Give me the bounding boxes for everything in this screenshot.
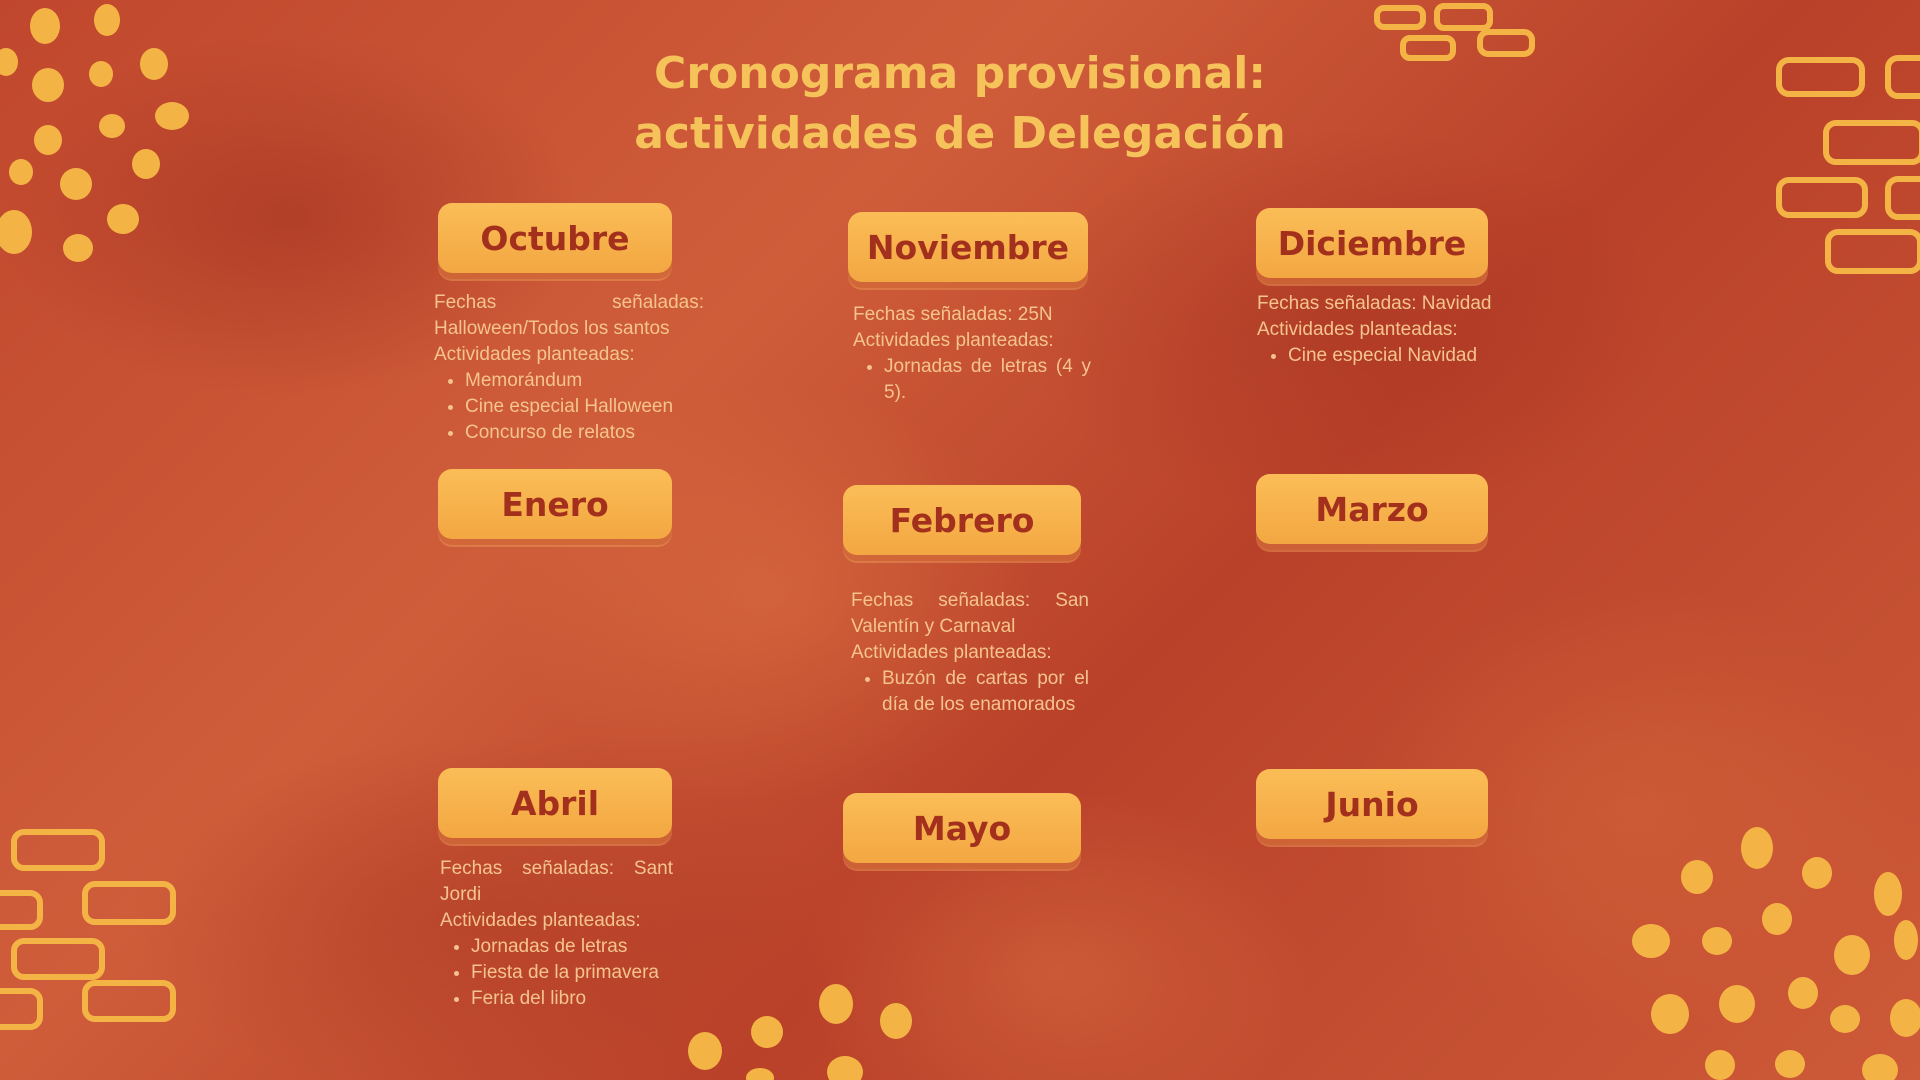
activity-item: • Fiesta de la primavera	[471, 960, 673, 986]
month-tag-abril: Abril	[438, 768, 672, 838]
activity-list-febrero	[851, 666, 1089, 718]
month-tag-noviembre: Noviembre	[848, 212, 1088, 282]
dot-cluster-top-left	[0, 4, 189, 262]
actividades-label-octubre: Actividades planteadas:	[434, 344, 635, 365]
fechas-octubre: Fechas señaladas: Halloween/Todos los santos	[434, 292, 704, 339]
month-description-octubre	[434, 290, 704, 446]
activity-list-octubre	[434, 368, 704, 446]
activity-item: • Buzón de cartas por el día de los enamorados	[882, 666, 1089, 718]
dot-cluster-bottom-right	[1632, 827, 1920, 1080]
activity-list-diciembre	[1257, 343, 1527, 369]
month-tag-octubre: Octubre	[438, 203, 672, 273]
month-tag-enero: Enero	[438, 469, 672, 539]
page-title	[560, 44, 1360, 164]
page-title-line-1: Cronograma provisional:	[654, 48, 1266, 99]
activity-list-noviembre	[853, 354, 1091, 406]
activity-item: • Memorándum	[465, 368, 704, 394]
activity-item: • Cine especial Halloween	[465, 394, 704, 420]
actividades-label-diciembre: Actividades planteadas:	[1257, 319, 1458, 340]
month-description-febrero	[851, 588, 1089, 718]
actividades-label-febrero: Actividades planteadas:	[851, 642, 1052, 663]
month-tag-marzo: Marzo	[1256, 474, 1488, 544]
activity-item: • Feria del libro	[471, 986, 673, 1012]
month-tag-diciembre: Diciembre	[1256, 208, 1488, 278]
actividades-label-abril: Actividades planteadas:	[440, 910, 641, 931]
month-tag-junio: Junio	[1256, 769, 1488, 839]
fechas-diciembre: Fechas señaladas: Navidad	[1257, 293, 1492, 314]
activity-item: • Jornadas de letras	[471, 934, 673, 960]
actividades-label-noviembre: Actividades planteadas:	[853, 330, 1054, 351]
activity-list-abril	[440, 934, 673, 1012]
brick-outlines-bottom-left	[0, 832, 173, 1027]
fechas-febrero: Fechas señaladas: San Valentín y Carnaval	[851, 590, 1089, 637]
page-title-line-2: actividades de Delegación	[634, 108, 1286, 159]
dot-cluster-bottom-center	[688, 984, 912, 1080]
month-tag-febrero: Febrero	[843, 485, 1081, 555]
activity-item: • Cine especial Navidad	[1288, 343, 1527, 369]
activity-item: • Concurso de relatos	[465, 420, 704, 446]
month-description-noviembre	[853, 302, 1091, 406]
month-tag-mayo: Mayo	[843, 793, 1081, 863]
activity-item: • Jornadas de letras (4 y 5).	[884, 354, 1091, 406]
fechas-abril: Fechas señaladas: Sant Jordi	[440, 858, 673, 905]
month-description-abril	[440, 856, 673, 1012]
fechas-noviembre: Fechas señaladas: 25N	[853, 304, 1053, 325]
month-description-diciembre	[1257, 291, 1527, 369]
